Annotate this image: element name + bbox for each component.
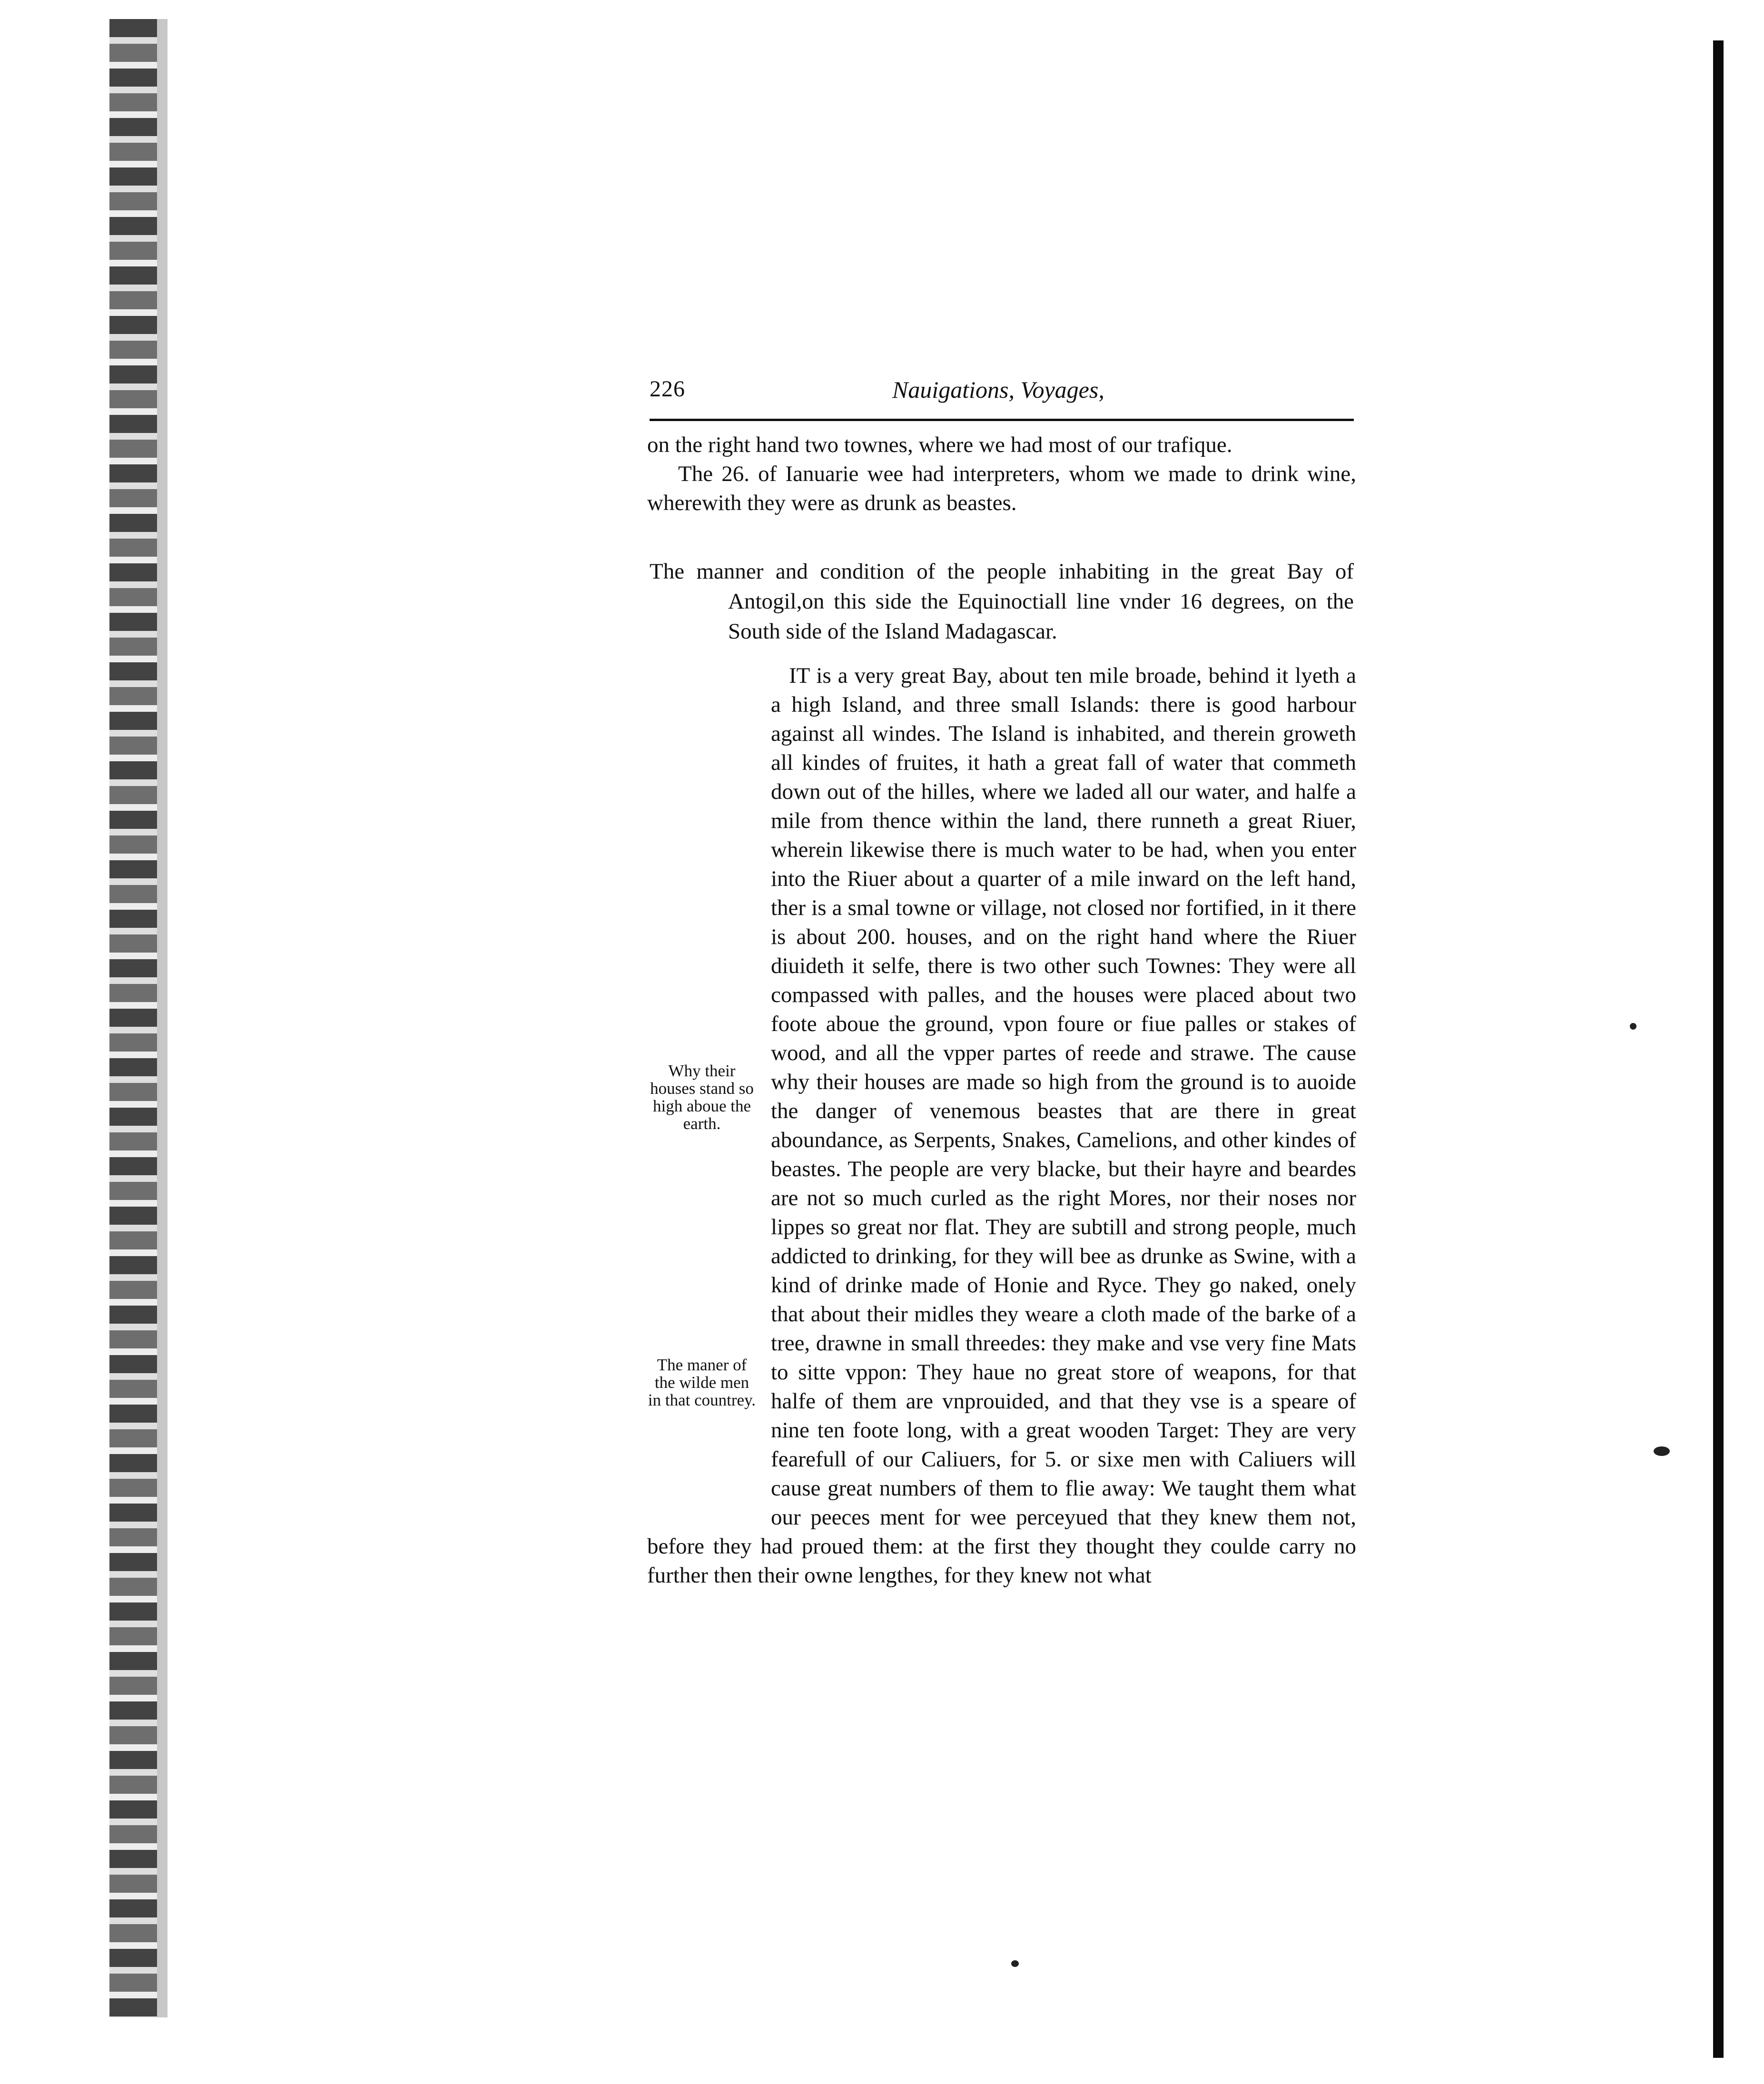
ink-speck: [1654, 1446, 1670, 1456]
section-title: The manner and condition of the people inhabiting in the great Bay of Antogil,on this side the Equinoctiall line vnder 16 degrees, on the South side of the Island Madagascar.: [650, 559, 1354, 644]
header-rule: [650, 419, 1354, 421]
scan-edge-shadow: [157, 19, 168, 2017]
intro-paragraph: The 26. of Ianuarie wee had interpreters, whom we made to drink wine, wherewith they were as drunk as beastes.: [647, 462, 1356, 515]
main-text: IT is a very great Bay, about ten mile broade, behind it lyeth a a high Island, and three small Islands: there is good harbour against all windes. The Island is inhabited, and therein groweth all kindes of fruites, it hath a great fall of water that commeth down out of the hilles, where we laded all our water, and halfe a mile from thence within the land, there runneth a great Riuer, wherein likewise there is much water to be had, when you enter into the Riuer about a quarter of a mile inward on the left hand, ther is a smal towne or village, not closed nor fortified, in it there is about 200. houses, and on the right hand where the Riuer diuideth it selfe, there is two other such Townes: They were all compassed with palles, and the houses were placed about two foote aboue the ground, vpon foure or fiue palles or stakes of wood, and all the vpper partes of reede and strawe. The cause why their houses are made so high from the ground is to auoide the danger of venemous beastes that are there in great aboundance, as Serpents, Snakes, Camelions, and other kindes of beastes. The people are very blacke, but their hayre and beardes are not so much curled as the right Mores, nor their noses nor lippes so great nor flat. They are subtill and strong people, much addicted to drinking, for they will bee as drunke as Swine, with a kind of drinke made of Honie and Ryce. They go naked, onely that about their midles they weare a cloth made of the barke of a tree, drawne in small threedes: they make and vse very fine Mats to sitte vppon: They haue no great store of weapons, for that halfe of them are vnprouided, and that they vse is a speare of nine ten foote long, with a great wooden Target: They are very fearefull of our Caliuers, for 5. or sixe men with Caliuers will cause great numbers of them to flie away: We taught them what our peeces ment for wee perceyued that they knew them not, before they had proued them: at the first they thought they coulde carry no further then their owne lengthes, for they knew not what: [647, 663, 1356, 1588]
marginal-note-houses: Why their houses stand so high aboue the earth.: [650, 1062, 754, 1133]
ink-speck: [1011, 1960, 1019, 1967]
intro-paragraphs: [647, 431, 1356, 518]
page-header: [650, 376, 1354, 419]
page-number: 226: [650, 376, 685, 402]
running-title: Nauigations, Voyages,: [892, 376, 1104, 403]
ink-speck: [1630, 1023, 1636, 1030]
scan-edge-right: [1713, 40, 1724, 2058]
marginal-note-maner: The maner of the wilde men in that countrey.: [648, 1356, 756, 1409]
intro-line: on the right hand two townes, where we had most of our trafique.: [647, 433, 1232, 457]
scan-edge-left: [109, 19, 157, 2017]
